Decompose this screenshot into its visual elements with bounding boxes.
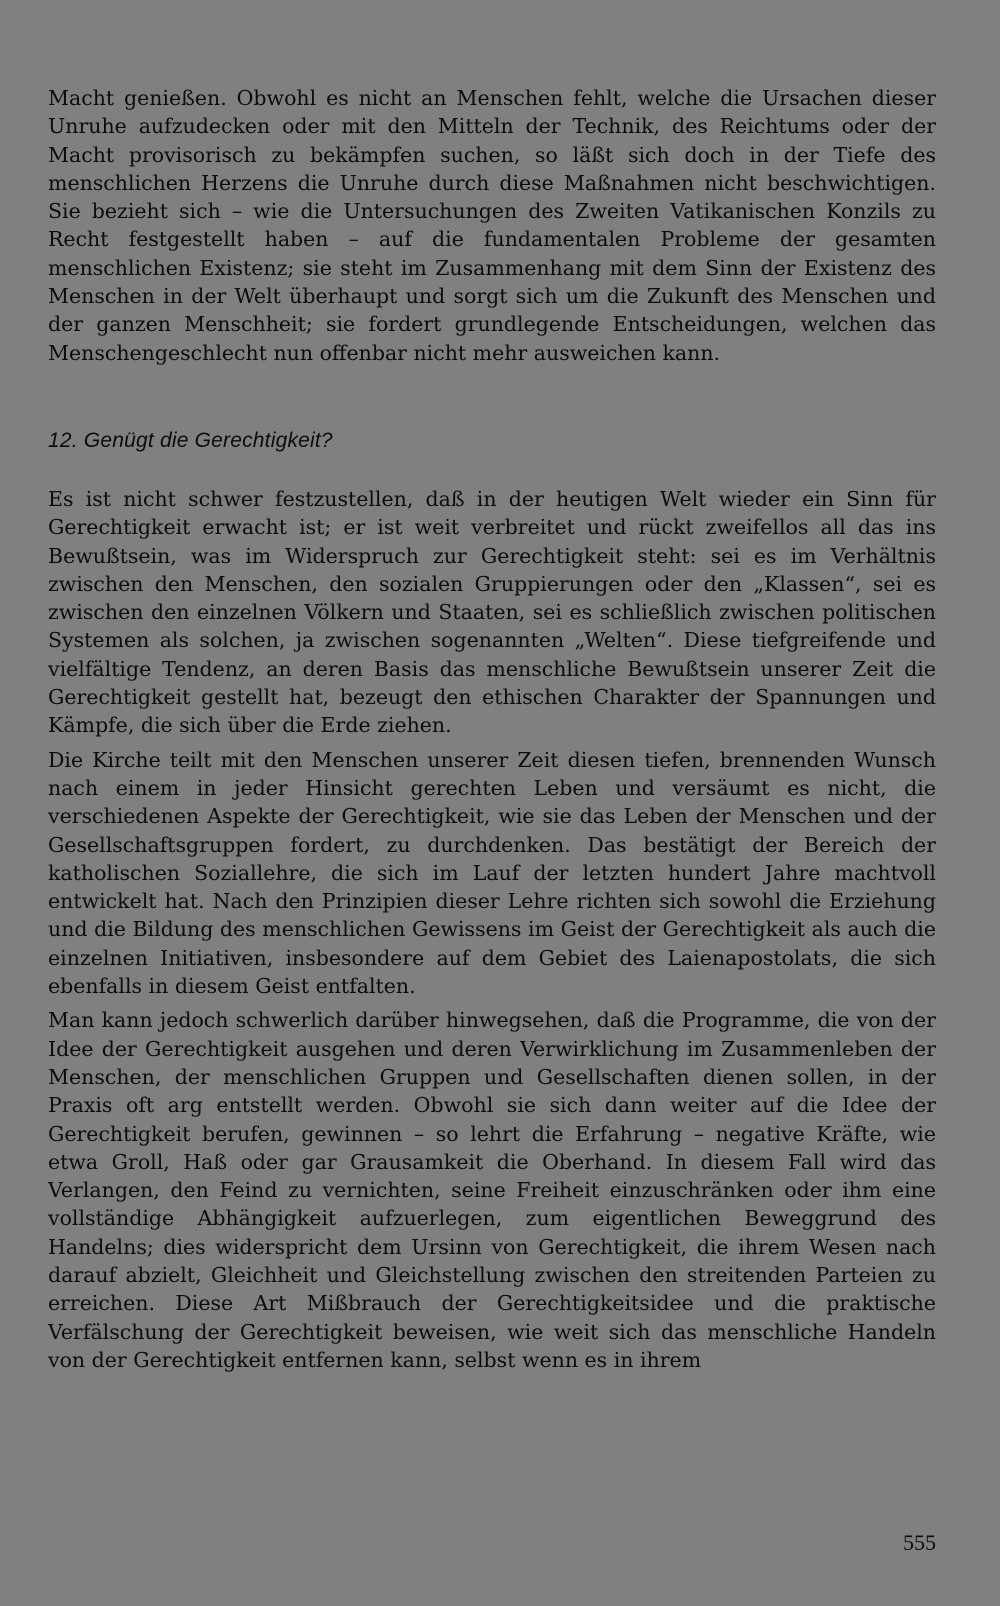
body-paragraph: Die Kirche teilt mit den Menschen unserer Zeit diesen tiefen, brennenden Wunsch nach einem in jeder Hinsicht gerechten Leben und versäumt es nicht, die verschiedenen Aspekte der Gerechtigkeit, wie sie das Leben der Menschen und der Gesellschaftsgruppen fordert, zu durchdenken. Das bestätigt der Bereich der katholischen Soziallehre, die sich im Lauf der letzten hundert Jahre machtvoll entwickelt hat. Nach den Prinzipien dieser Lehre richten sich sowohl die Erziehung und die Bildung des menschlichen Gewissens im Geist der Gerechtigkeit als auch die einzelnen Initiativen, insbesondere auf dem Gebiet des Laienapostolats, die sich ebenfalls in diesem Geist entfalten. bbox=[48, 747, 936, 999]
body-paragraph: Es ist nicht schwer festzustellen, daß in der heutigen Welt wieder ein Sinn für Gerechtigkeit erwacht ist; er ist weit verbreitet und rückt zweifellos all das ins Bewußtsein, was im Widerspruch zur Gerechtigkeit steht: sei es im Verhältnis zwischen den Menschen, den sozialen Gruppierungen oder den „Klassen“, sei es zwischen den einzelnen Völkern und Staaten, sei es schließlich zwischen politischen Systemen als solchen, ja zwischen sogenannten „Welten“. Diese tiefgreifende und vielfältige Tendenz, an deren Basis das menschliche Bewußtsein unserer Zeit die Gerechtigkeit gestellt hat, bezeugt den ethischen Charakter der Spannungen und Kämpfe, die sich über die Erde ziehen. bbox=[48, 486, 936, 738]
body-paragraph: Man kann jedoch schwerlich darüber hinwegsehen, daß die Programme, die von der Idee der Gerechtigkeit ausgehen und deren Verwirklichung im Zusammenleben der Menschen, der menschlichen Gruppen und Gesellschaften dienen sollen, in der Praxis oft arg entstellt werden. Obwohl sie sich dann weiter auf die Idee der Gerechtigkeit berufen, gewinnen – so lehrt die Erfahrung – negative Kräfte, wie etwa Groll, Haß oder gar Grausamkeit die Oberhand. In diesem Fall wird das Verlangen, den Feind zu vernichten, seine Freiheit einzuschränken oder ihm eine vollständige Abhängigkeit aufzuerlegen, zum eigentlichen Beweggrund des Handelns; dies widerspricht dem Ursinn von Gerechtigkeit, die ihrem Wesen nach darauf abzielt, Gleichheit und Gleichstellung zwischen den streitenden Parteien zu erreichen. Diese Art Mißbrauch der Gerechtigkeitsidee und die praktische Verfälschung der Gerechtigkeit beweisen, wie weit sich das menschliche Handeln von der Gerechtigkeit entfernen kann, selbst wenn es in ihrem bbox=[48, 1008, 936, 1372]
section-heading: 12. Genügt die Gerechtigkeit? bbox=[48, 428, 333, 452]
document-page bbox=[48, 84, 936, 1374]
intro-paragraph: Macht genießen. Obwohl es nicht an Menschen fehlt, welche die Ursachen dieser Unruhe aufzudecken oder mit den Mitteln der Technik, des Reichtums oder der Macht provisorisch zu bekämpfen suchen, so läßt sich doch in der Tiefe des menschlichen Herzens die Unruhe durch diese Maßnahmen nicht beschwichtigen. Sie bezieht sich – wie die Untersuchungen des Zweiten Vatikanischen Konzils zu Recht festgestellt haben – auf die fundamentalen Probleme der gesamten menschlichen Existenz; sie steht im Zusammenhang mit dem Sinn der Existenz des Menschen in der Welt überhaupt und sorgt sich um die Zukunft des Menschen und der ganzen Menschheit; sie fordert grundlegende Entscheidungen, welchen das Menschengeschlecht nun offenbar nicht mehr ausweichen kann. bbox=[48, 86, 936, 365]
page-number: 555 bbox=[903, 1530, 936, 1555]
